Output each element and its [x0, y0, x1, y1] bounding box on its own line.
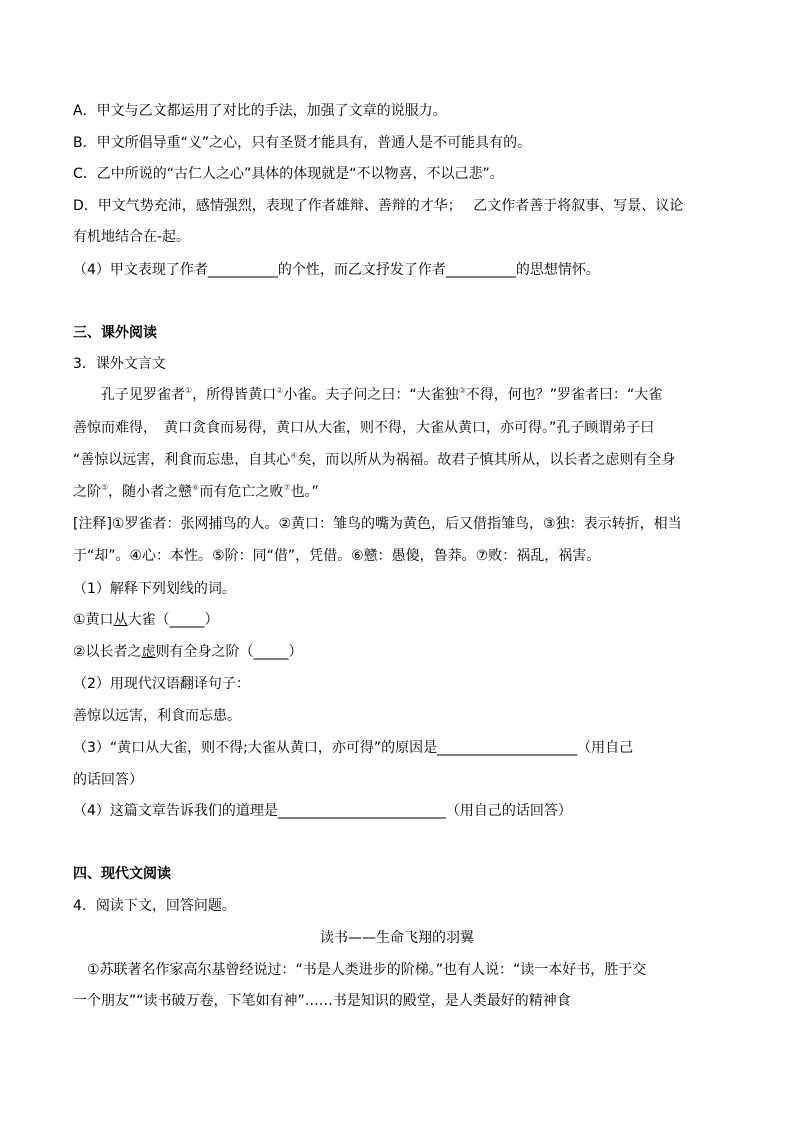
text-segment: 则有全身之阶（_____）	[155, 644, 303, 660]
text-segment: ②以长者之	[73, 644, 142, 660]
annotation-line1: [注释]①罗雀者：张网捕鸟的人。②黄口：雏鸟的嘴为黄色，后又借指雏鸟，③独：表示转折，相当	[73, 516, 682, 532]
text-segment: ，随小者之戆	[108, 484, 193, 500]
footnote-marker: ③	[458, 386, 466, 395]
text-segment: ，所得皆黄口	[192, 387, 277, 403]
subquestion-4: （4）这篇文章告诉我们的道理是________________________（用自己的话回答）	[73, 803, 572, 819]
underlined-word: 从	[113, 612, 128, 628]
classical-text-line3	[73, 450, 675, 470]
text-segment: 也。”	[290, 484, 319, 500]
underlined-word: 虑	[141, 644, 156, 660]
option-b: B．甲文所倡导重“义”之心，只有圣贤才能具有，普通人是不可能具有的。	[73, 135, 532, 151]
subquestion-2: （2）用现代汉语翻译句子：	[73, 676, 250, 692]
subquestion-1: （1）解释下列划线的词。	[73, 581, 236, 597]
text-segment: 而有危亡之败	[199, 484, 284, 500]
subquestion-2-sentence: 善惊以远害，利食而忘患。	[73, 708, 241, 724]
footnote-marker: ①	[185, 386, 193, 395]
text-segment: ①黄口	[73, 612, 114, 628]
article-title: 读书——生命飞翔的羽翼	[320, 930, 474, 946]
option-c: C．乙中所说的“古仁人之心”具体的体现就是“不以物喜，不以己悲”。	[73, 166, 504, 182]
subquestion-1b	[73, 642, 303, 662]
article-paragraph-line2: 一个朋友”“读书破万卷，下笔如有神”……书是知识的殿堂，是人类最好的精神食	[73, 993, 571, 1009]
text-segment: 之阶	[73, 484, 101, 500]
article-paragraph-line1: ①苏联著名作家高尔基曾经说过：“书是人类进步的阶梯。”也有人说：“读一本好书，胜于交	[87, 962, 647, 978]
classical-text-line4	[73, 482, 319, 502]
subquestion-3-line1: （3）“黄口从大雀，则不得;大雀从黄口，亦可得”的原因是____________________（用自己	[73, 740, 634, 756]
section-3-heading: 三、课外阅读	[73, 325, 157, 341]
text-segment: 大雀（_____）	[127, 612, 219, 628]
question-4-personality: （4）甲文表现了作者__________的个性，而乙文抒发了作者__________的思想情怀。	[73, 262, 600, 278]
subquestion-3-line2: 的话回答）	[73, 772, 143, 788]
text-segment: 孔子见罗雀者	[101, 387, 185, 403]
question-3-title: 3．课外文言文	[73, 356, 166, 372]
question-4-title: 4．阅读下文，回答问题。	[73, 898, 236, 914]
option-a: A．甲文与乙文都运用了对比的手法，加强了文章的说服力。	[73, 103, 447, 119]
text-segment: 不得，何也？”罗雀者曰：“大雀	[465, 387, 663, 403]
section-4-heading: 四、现代文阅读	[73, 866, 171, 882]
footnote-marker: ⑤	[101, 483, 109, 492]
option-d-line1: D．甲文气势充沛，感情强烈，表现了作者雄辩、善辩的才华； 乙文作者善于将叙事、写景、议论	[73, 198, 684, 214]
footnote-marker: ⑥	[192, 483, 200, 492]
option-d-line2: 有机地结合在-起。	[73, 229, 191, 245]
footnote-marker: ⑦	[283, 483, 291, 492]
text-segment: “善惊以远害，利食而忘患，自其心	[73, 452, 291, 468]
classical-text-line2: 善惊而难得， 黄口贪食而易得，黄口从大雀，则不得，大雀从黄口，亦可得。”孔子顾谓弟子曰	[73, 420, 655, 436]
footnote-marker: ②	[276, 386, 284, 395]
text-segment: 矣，而以所从为祸福。故君子慎其所从，以长者之虑则有全身	[297, 452, 676, 468]
annotation-line2: 于“却”。④心：本性。⑤阶：同“借”，凭借。⑥戆：愚傻，鲁莽。⑦败：祸乱，祸害。	[73, 548, 601, 564]
subquestion-1a	[73, 610, 219, 630]
text-segment: 小雀。夫子问之曰：“大雀独	[283, 387, 459, 403]
footnote-marker: ④	[290, 451, 298, 460]
classical-text-line1	[101, 385, 662, 405]
